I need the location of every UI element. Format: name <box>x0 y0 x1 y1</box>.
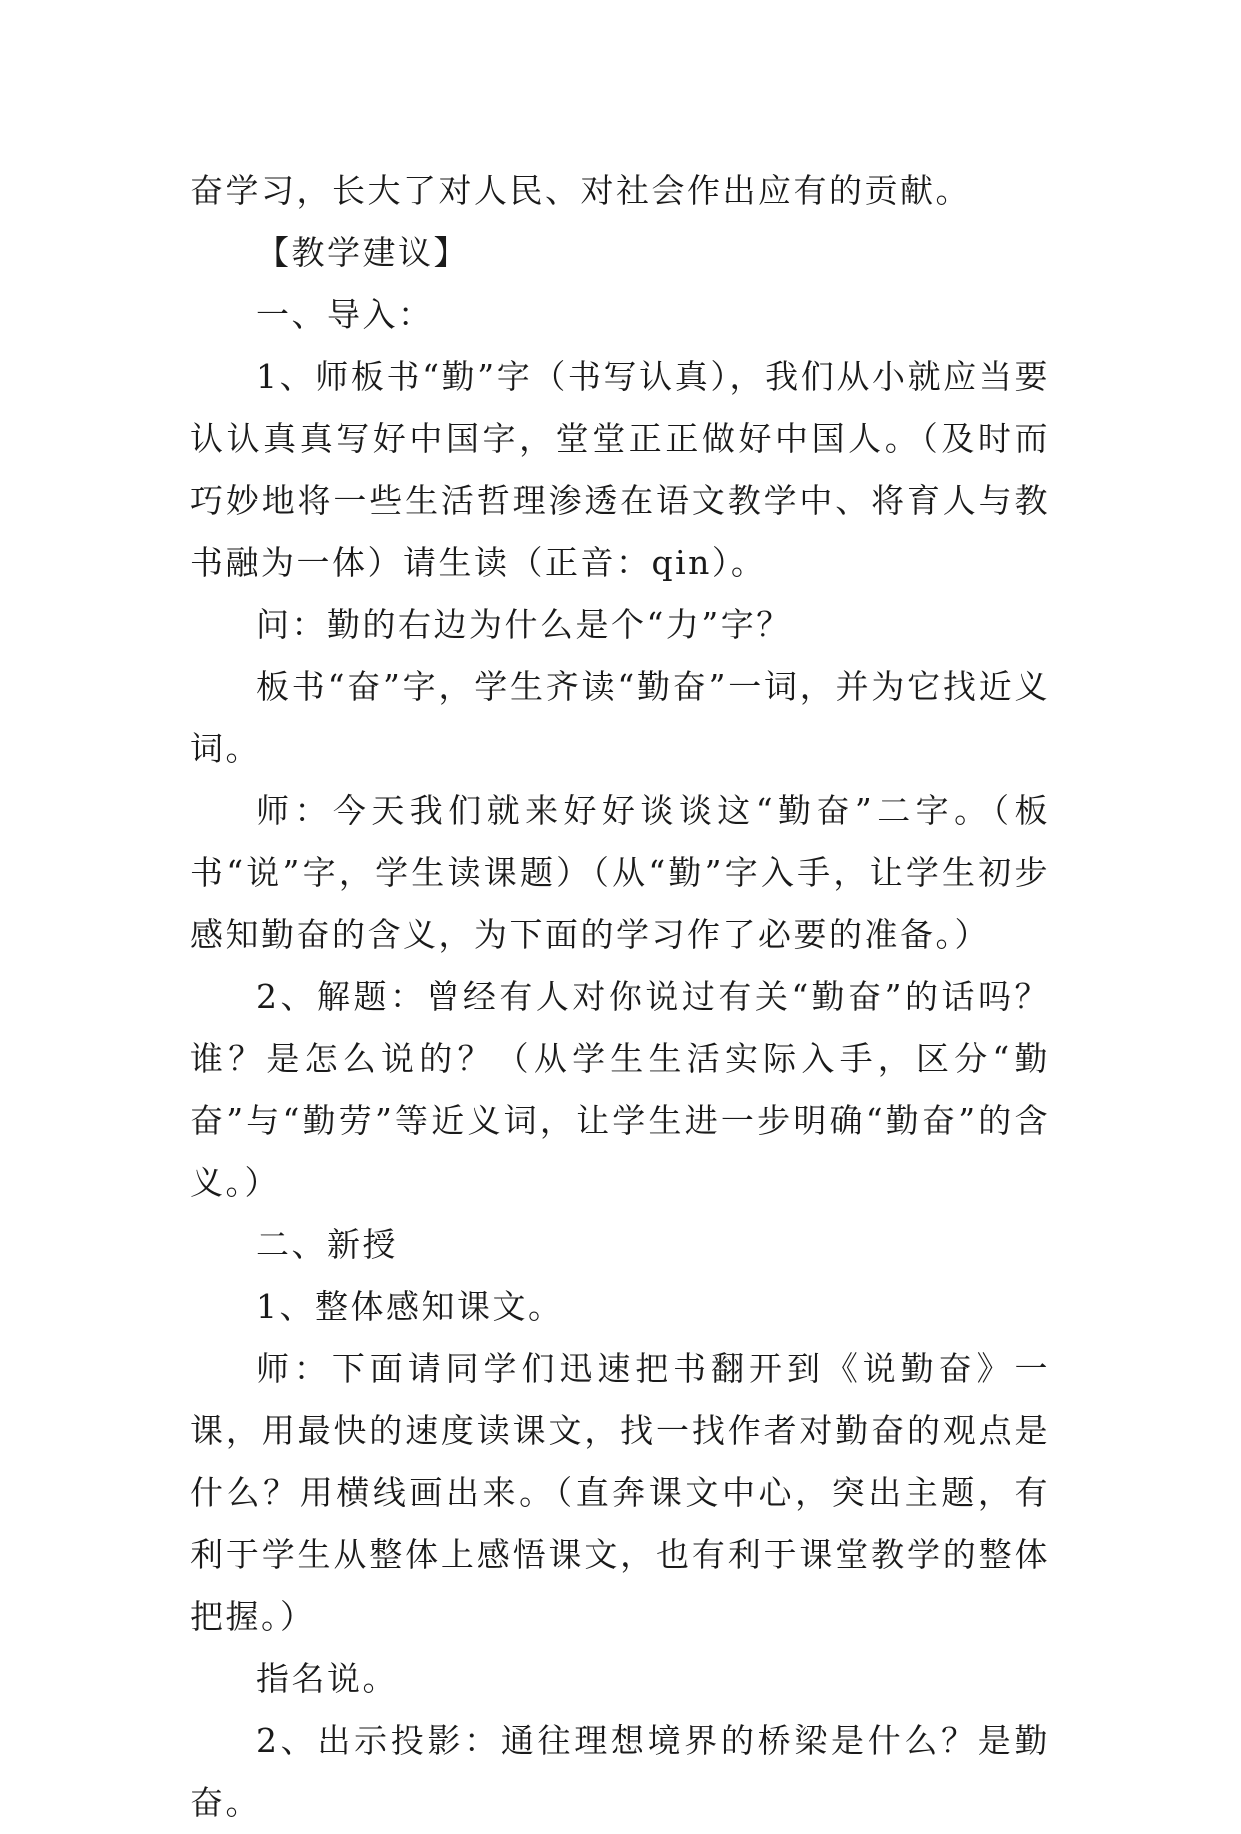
paragraph: 师：今天我们就来好好谈谈这“勤奋”二字。（板书“说”字，学生读课题）（从“勤”字入手，让学生初步感知勤奋的含义，为下面的学习作了必要的准备。） <box>190 791 1050 954</box>
paragraph: 1、整体感知课文。 <box>256 1287 564 1326</box>
paragraph: 2、出示投影：通往理想境界的桥梁是什么？是勤奋。 <box>190 1721 1050 1822</box>
paragraph: 指名说。 <box>256 1659 398 1698</box>
section-heading-new-lesson: 二、新授 <box>256 1225 398 1264</box>
section-heading-teaching-suggestions: 【教学建议】 <box>256 233 469 272</box>
paragraph-continued: 奋学习，长大了对人民、对社会作出应有的贡献。 <box>190 171 971 210</box>
paragraph: 1、师板书“勤”字（书写认真），我们从小就应当要认认真真写好中国字，堂堂正正做好中国人。（及时而巧妙地将一些生活哲理渗透在语文教学中、将育人与教书融为一体）请生读（正音：qin）。 <box>190 357 1050 582</box>
section-heading-introduction: 一、导入： <box>256 295 434 334</box>
document-body <box>190 160 1050 1834</box>
paragraph: 问：勤的右边为什么是个“力”字？ <box>256 605 792 644</box>
paragraph: 板书“奋”字，学生齐读“勤奋”一词，并为它找近义词。 <box>190 667 1050 768</box>
paragraph: 师：下面请同学们迅速把书翻开到《说勤奋》一课，用最快的速度读课文，找一找作者对勤奋的观点是什么？用横线画出来。（直奔课文中心，突出主题，有利于学生从整体上感悟课文，也有利于课堂教学的整体把握。） <box>190 1349 1050 1636</box>
paragraph: 2、解题：曾经有人对你说过有关“勤奋”的话吗？谁？是怎么说的？（从学生生活实际入手，区分“勤奋”与“勤劳”等近义词，让学生进一步明确“勤奋”的含义。） <box>190 977 1050 1202</box>
